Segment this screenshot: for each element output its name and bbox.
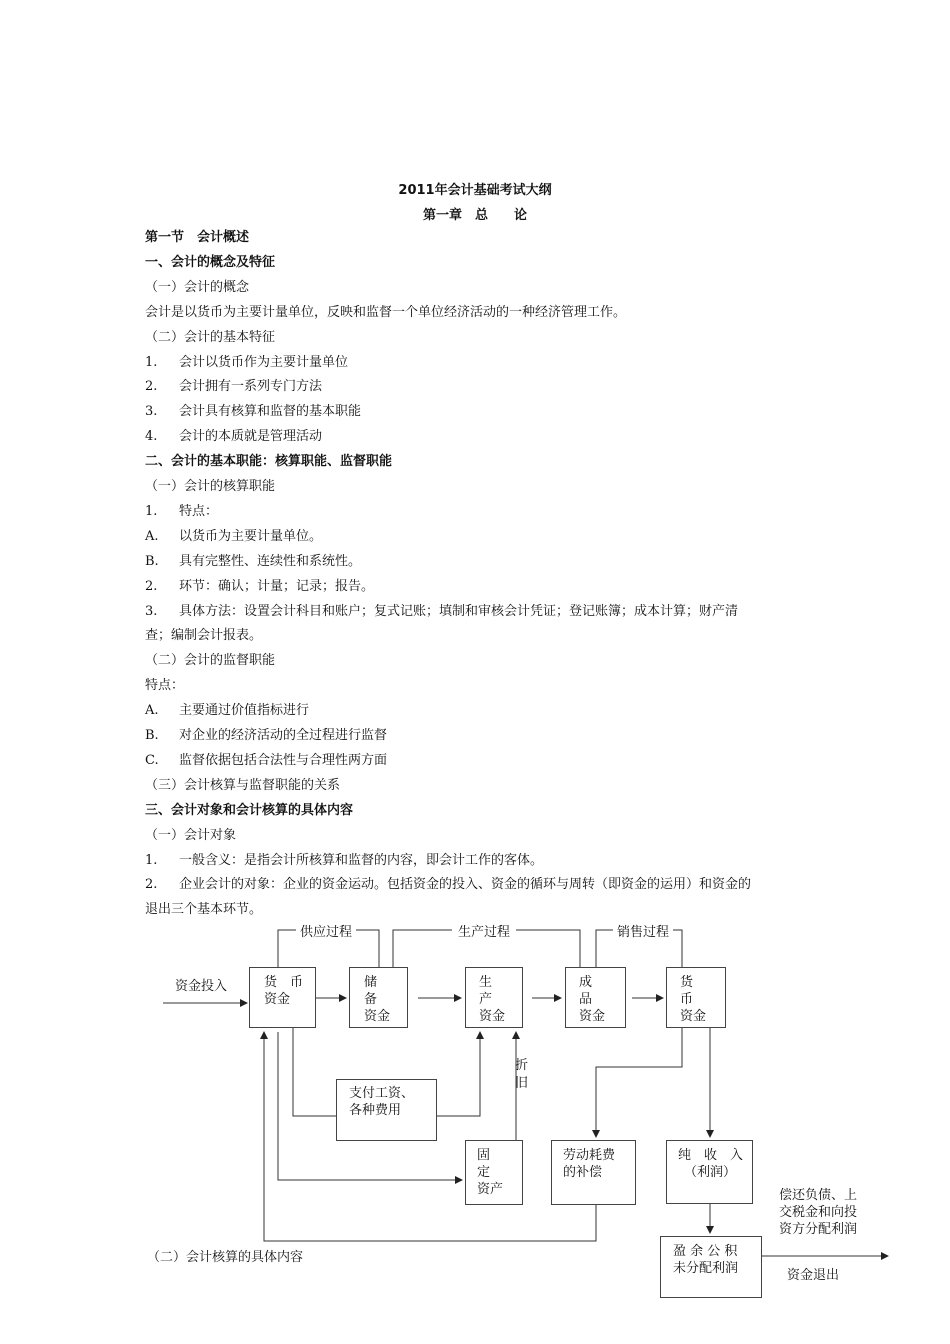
line-text: 特点： — [145, 678, 185, 693]
box-line: 货 币 — [264, 975, 304, 990]
box-line: 劳动耗费 — [563, 1148, 616, 1163]
box-line: 货 币 — [680, 975, 707, 1007]
list-marker: 1. — [145, 504, 158, 519]
line-text: 查；编制会计报表。 — [145, 628, 263, 643]
box-line: 资产 — [477, 1182, 504, 1197]
list-marker: C. — [145, 753, 159, 768]
doc-title: 2011年会计基础考试大纲 — [398, 183, 552, 198]
box-line: 资金 — [364, 1009, 391, 1024]
box-line: 各种费用 — [349, 1103, 402, 1118]
box-line: 资金 — [479, 1009, 506, 1024]
box-line: 资金 — [579, 1009, 606, 1024]
line-text: 具有完整性、连续性和系统性。 — [179, 554, 362, 569]
line-text: 一般含义：是指会计所核算和监督的内容，即会计工作的客体。 — [179, 853, 544, 868]
line-text: （三）会计核算与监督职能的关系 — [145, 778, 341, 793]
net-income-box — [666, 1140, 753, 1204]
note-line: 交税金和向投 — [779, 1205, 858, 1220]
money-fund-box — [249, 967, 316, 1028]
line-text: 企业会计的对象：企业的资金运动。包括资金的投入、资金的循环与周转（即资金的运用）和资金的 — [179, 877, 752, 892]
line-text: 对企业的经济活动的全过程进行监督 — [179, 728, 388, 743]
box-line: 的补偿 — [563, 1165, 603, 1180]
section-heading: （二）会计核算的具体内容 — [147, 1250, 304, 1265]
box-line: 资金 — [264, 992, 291, 1007]
line-text: 三、会计对象和会计核算的具体内容 — [145, 803, 354, 818]
box-line: 支付工资、 — [349, 1086, 415, 1101]
chapter-title: 第一章 总 论 — [422, 208, 527, 223]
fixed-assets-box — [465, 1140, 523, 1205]
line-text: （二）会计的监督职能 — [145, 653, 276, 668]
surplus-retained-box — [660, 1236, 762, 1298]
list-marker: B. — [145, 728, 159, 743]
box-line: 资金 — [680, 1009, 707, 1024]
line-text: 会计的本质就是管理活动 — [179, 429, 323, 444]
list-marker: A. — [145, 703, 159, 718]
line-text: 二、会计的基本职能：核算职能、监督职能 — [145, 454, 393, 469]
line-text: 会计拥有一系列专门方法 — [179, 379, 323, 394]
depreciation-char: 折 — [515, 1058, 529, 1073]
list-marker: A. — [145, 529, 159, 544]
box-line: 纯 收 入 — [678, 1148, 744, 1163]
line-text: （一）会计对象 — [145, 828, 237, 843]
labor-compensation-box — [551, 1140, 636, 1205]
line-text: 会计是以货币为主要计量单位，反映和监督一个单位经济活动的一种经济管理工作。 — [145, 305, 627, 320]
list-marker: 2. — [145, 379, 158, 394]
box-line: 未分配利润 — [673, 1261, 739, 1276]
list-marker: 3. — [145, 604, 158, 619]
sales-process-label: 销售过程 — [613, 921, 673, 940]
supply-process-label: 供应过程 — [296, 921, 356, 940]
fund-exit-label: 资金退出 — [787, 1268, 840, 1283]
line-text: 一、会计的概念及特征 — [145, 255, 276, 270]
list-marker: 2. — [145, 579, 158, 594]
line-text: 退出三个基本环节。 — [145, 902, 263, 917]
line-text: （一）会计的概念 — [145, 280, 250, 295]
list-marker: 4. — [145, 429, 158, 444]
depreciation-char: 旧 — [515, 1076, 529, 1091]
list-marker: B. — [145, 554, 159, 569]
box-line: （利润） — [684, 1165, 737, 1180]
box-line: 盈 余 公 积 — [673, 1244, 738, 1259]
list-marker: 2. — [145, 877, 158, 892]
list-marker: 1. — [145, 853, 158, 868]
box-line: 固 定 — [477, 1148, 504, 1180]
line-text: 特点： — [179, 504, 219, 519]
repay-distribution-note — [779, 1187, 857, 1238]
line-text: （一）会计的核算职能 — [145, 479, 276, 494]
line-text: 主要通过价值指标进行 — [179, 703, 310, 718]
line-text: 具体方法：设置会计科目和账户；复式记账；填制和审核会计凭证；登记账簿；成本计算；财产清 — [179, 604, 739, 619]
production-fund-box — [465, 967, 523, 1028]
finished-goods-fund-box — [565, 967, 626, 1028]
note-line: 资方分配利润 — [779, 1222, 858, 1237]
depreciation-label — [515, 1057, 528, 1093]
box-line: 生 产 — [479, 975, 506, 1007]
line-text: 以货币为主要计量单位。 — [179, 529, 323, 544]
box-line: 成 品 — [579, 975, 606, 1007]
fund-input-label: 资金投入 — [175, 975, 227, 994]
line-text: 环节：确认；计量；记录；报告。 — [179, 579, 375, 594]
reserve-fund-box — [349, 967, 408, 1028]
line-text: 会计以货币作为主要计量单位 — [179, 355, 349, 370]
production-process-label: 生产过程 — [452, 921, 516, 940]
line-text: （二）会计的基本特征 — [145, 330, 276, 345]
money-fund-box-2 — [666, 967, 726, 1028]
wages-expenses-box — [336, 1079, 437, 1141]
box-line: 储 备 — [364, 975, 391, 1007]
line-text: 会计具有核算和监督的基本职能 — [179, 404, 362, 419]
line-text: 监督依据包括合法性与合理性两方面 — [179, 753, 388, 768]
line-text: 第一节 会计概述 — [145, 230, 250, 245]
list-marker: 1. — [145, 355, 158, 370]
note-line: 偿还负债、上 — [779, 1188, 858, 1203]
list-marker: 3. — [145, 404, 158, 419]
